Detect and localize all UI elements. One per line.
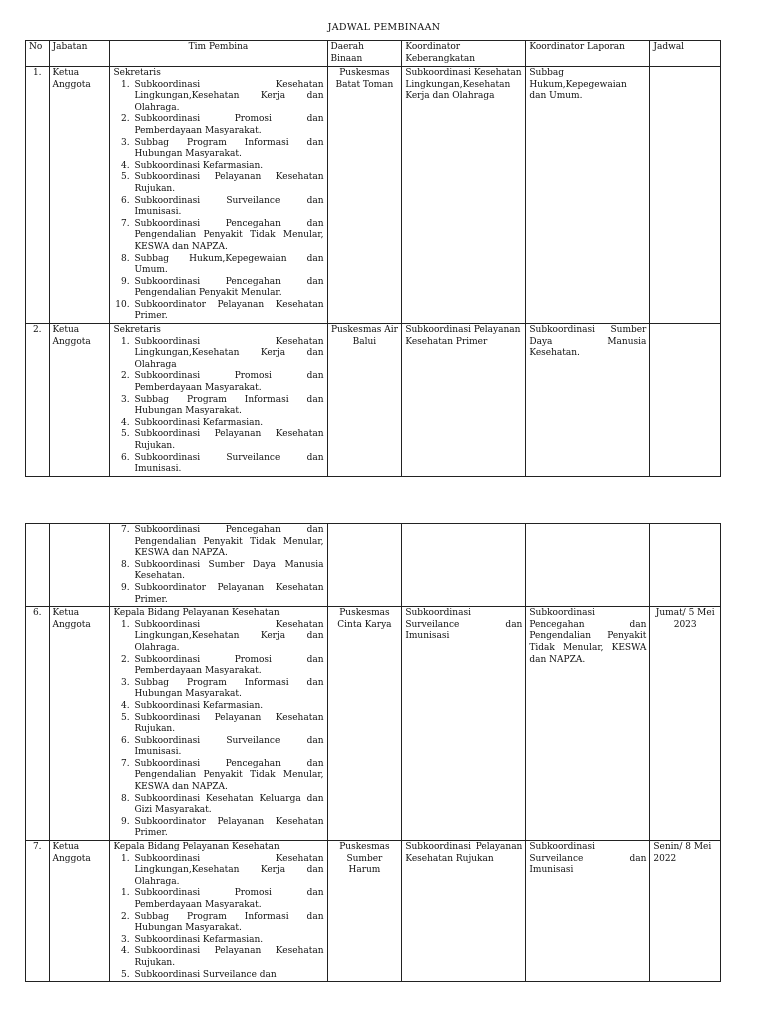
list-item: 1. Subkoordinasi Kesehatan Lingkungan,Kesehatan Kerja dan Olahraga. <box>132 620 323 655</box>
cell-koordinator-keberangkatan <box>402 524 526 607</box>
list-item: 6. Subkoordinasi Surveilance dan Imunisasi. <box>132 736 323 759</box>
list-item: 5. Subkoordinasi Pelayanan Kesehatan Rujukan. <box>132 713 323 736</box>
document-title: JADWAL PEMBINAAN <box>327 22 441 33</box>
cell-tim-pembina <box>110 324 327 477</box>
cell-tim-pembina <box>110 524 327 607</box>
tim-member-list <box>113 620 323 840</box>
list-item: 2. Subbag Program Informasi dan Hubungan Masyarakat. <box>132 912 323 935</box>
cell-jabatan: Ketua Anggota <box>49 324 110 477</box>
list-item: 5. Subkoordinasi Surveilance dan <box>132 970 323 982</box>
list-item: 9. Subkoordinasi Pencegahan dan Pengendalian Penyakit Menular. <box>132 277 323 300</box>
list-item: 1. Subkoordinasi Kesehatan Lingkungan,Kesehatan Kerja dan Olahraga. <box>132 854 323 889</box>
tim-lead: Sekretaris <box>113 325 161 336</box>
cell-jadwal <box>650 524 721 607</box>
table-row <box>26 324 721 477</box>
cell-koordinator-keberangkatan: Subkoordinasi Pelayanan Kesehatan Primer <box>402 324 526 477</box>
cell-daerah-binaan: Puskesmas Sumber Harum <box>327 841 402 982</box>
cell-koordinator-keberangkatan: Subkoordinasi Kesehatan Lingkungan,Kesehatan Kerja dan Olahraga <box>402 67 526 324</box>
list-item: 8. Subkoordinasi Sumber Daya Manusia Kesehatan. <box>132 560 323 583</box>
tim-member-list <box>113 80 323 323</box>
cell-daerah-binaan <box>327 524 402 607</box>
cell-koordinator-laporan: Subbag Hukum,Kepegewaian dan Umum. <box>526 67 650 324</box>
cell-no: 7. <box>26 841 50 982</box>
cell-no <box>26 524 50 607</box>
list-item: 9. Subkoordinator Pelayanan Kesehatan Primer. <box>132 817 323 840</box>
list-item: 5. Subkoordinasi Pelayanan Kesehatan Rujukan. <box>132 429 323 452</box>
list-item: 4. Subkoordinasi Pelayanan Kesehatan Rujukan. <box>132 946 323 969</box>
list-item: 4. Subkoordinasi Kefarmasian. <box>132 418 323 430</box>
tim-lead: Kepala Bidang Pelayanan Kesehatan <box>113 608 280 619</box>
list-item: 6. Subkoordinasi Surveilance dan Imunisasi. <box>132 196 323 219</box>
header-tim-pembina: Tim Pembina <box>110 41 327 67</box>
cell-jabatan: Ketua Anggota <box>49 841 110 982</box>
list-item: 2. Subkoordinasi Promosi dan Pemberdayaan Masyarakat. <box>132 371 323 394</box>
header-koordinator-laporan: Koordinator Laporan <box>526 41 650 67</box>
list-item: 7. Subkoordinasi Pencegahan dan Pengendalian Penyakit Tidak Menular, KESWA dan NAPZA. <box>132 759 323 794</box>
list-item: 4. Subkoordinasi Kefarmasian. <box>132 161 323 173</box>
list-item: 3. Subkoordinasi Kefarmasian. <box>132 935 323 947</box>
cell-tim-pembina <box>110 67 327 324</box>
cell-daerah-binaan: Puskesmas Cinta Karya <box>327 607 402 841</box>
cell-jadwal: Senin/ 8 Mei 2022 <box>650 841 721 982</box>
cell-koordinator-laporan <box>526 524 650 607</box>
table-row <box>26 67 721 324</box>
cell-tim-pembina <box>110 841 327 982</box>
cell-tim-pembina <box>110 607 327 841</box>
list-item: 2. Subkoordinasi Promosi dan Pemberdayaan Masyarakat. <box>132 655 323 678</box>
cell-koordinator-laporan: Subkoordinasi Pencegahan dan Pengendalian Penyakit Tidak Menular, KESWA dan NAPZA. <box>526 607 650 841</box>
cell-jabatan: Ketua Anggota <box>49 607 110 841</box>
cell-jabatan: Ketua Anggota <box>49 67 110 324</box>
cell-daerah-binaan: Puskesmas Batat Toman <box>327 67 402 324</box>
schedule-table-part-1 <box>25 40 721 477</box>
header-no: No <box>26 41 50 67</box>
tim-lead: Kepala Bidang Pelayanan Kesehatan <box>113 842 280 853</box>
cell-koordinator-laporan: Subkoordinasi Sumber Daya Manusia Kesehatan. <box>526 324 650 477</box>
cell-koordinator-laporan: Subkoordinasi Surveilance dan Imunisasi <box>526 841 650 982</box>
schedule-table-part-2 <box>25 523 721 982</box>
header-koordinator-keberangkatan: Koordinator Keberangkatan <box>402 41 526 67</box>
header-jabatan: Jabatan <box>49 41 110 67</box>
cell-daerah-binaan: Puskesmas Air Balui <box>327 324 402 477</box>
cell-no: 6. <box>26 607 50 841</box>
cell-jadwal <box>650 67 721 324</box>
list-item: 7. Subkoordinasi Pencegahan dan Pengendalian Penyakit Tidak Menular, KESWA dan NAPZA. <box>132 219 323 254</box>
list-item: 3. Subbag Program Informasi dan Hubungan Masyarakat. <box>132 678 323 701</box>
table-row <box>26 841 721 982</box>
list-item: 10. Subkoordinator Pelayanan Kesehatan Primer. <box>132 300 323 323</box>
cell-koordinator-keberangkatan: Subkoordinasi Surveilance dan Imunisasi <box>402 607 526 841</box>
list-item: 1. Subkoordinasi Kesehatan Lingkungan,Kesehatan Kerja dan Olahraga. <box>132 80 323 115</box>
tim-member-list <box>113 337 323 476</box>
list-item: 4. Subkoordinasi Kefarmasian. <box>132 701 323 713</box>
list-item: 9. Subkoordinator Pelayanan Kesehatan Primer. <box>132 583 323 606</box>
list-item: 7. Subkoordinasi Pencegahan dan Pengendalian Penyakit Tidak Menular, KESWA dan NAPZA. <box>132 525 323 560</box>
tim-member-list <box>113 525 323 606</box>
list-item: 6. Subkoordinasi Surveilance dan Imunisasi. <box>132 453 323 476</box>
table-row-continuation <box>26 524 721 607</box>
list-item: 1. Subkoordinasi Promosi dan Pemberdayaan Masyarakat. <box>132 888 323 911</box>
cell-jabatan <box>49 524 110 607</box>
list-item: 3. Subbag Program Informasi dan Hubungan Masyarakat. <box>132 395 323 418</box>
cell-jadwal <box>650 324 721 477</box>
list-item: 8. Subbag Hukum,Kepegewaian dan Umum. <box>132 254 323 277</box>
list-item: 8. Subkoordinasi Kesehatan Keluarga dan Gizi Masyarakat. <box>132 794 323 817</box>
list-item: 5. Subkoordinasi Pelayanan Kesehatan Rujukan. <box>132 172 323 195</box>
tim-member-list <box>113 854 323 982</box>
header-daerah-binaan: Daerah Binaan <box>327 41 402 67</box>
cell-jadwal: Jumat/ 5 Mei 2023 <box>650 607 721 841</box>
list-item: 3. Subbag Program Informasi dan Hubungan Masyarakat. <box>132 138 323 161</box>
table-header-row <box>26 41 721 67</box>
cell-no: 2. <box>26 324 50 477</box>
list-item: 1. Subkoordinasi Kesehatan Lingkungan,Kesehatan Kerja dan Olahraga <box>132 337 323 372</box>
cell-no: 1. <box>26 67 50 324</box>
header-jadwal: Jadwal <box>650 41 721 67</box>
list-item: 2. Subkoordinasi Promosi dan Pemberdayaan Masyarakat. <box>132 114 323 137</box>
table-row <box>26 607 721 841</box>
tim-lead: Sekretaris <box>113 68 161 78</box>
cell-koordinator-keberangkatan: Subkoordinasi Pelayanan Kesehatan Rujukan <box>402 841 526 982</box>
